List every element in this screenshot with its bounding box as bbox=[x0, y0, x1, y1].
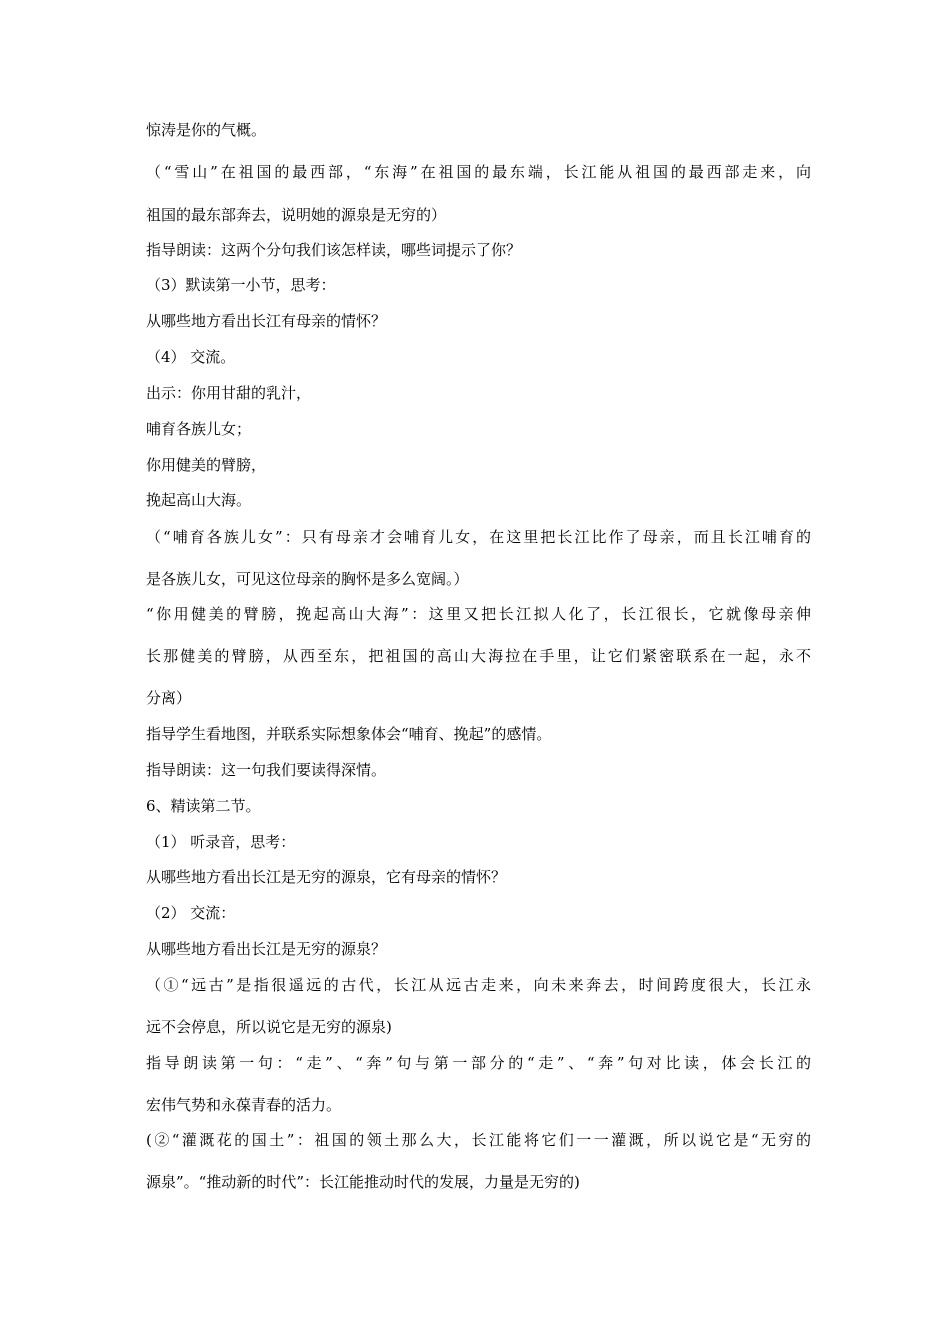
text-line: （①“远古”是指很遥远的古代，长江从远古走来，向未来奔去，时间跨度很大，长江永 bbox=[146, 976, 811, 994]
text-line: 6、精读第二节。 bbox=[146, 797, 261, 815]
text-line: （“雪山”在祖国的最西部，“东海”在祖国的最东端，长江能从祖国的最西部走来，向 bbox=[146, 163, 811, 181]
text-line: （4） 交流。 bbox=[146, 348, 236, 366]
text-line: 分离） bbox=[146, 689, 192, 707]
text-line: “你用健美的臂膀，挽起高山大海”：这里又把长江拟人化了，长江很长，它就像母亲伸 bbox=[146, 605, 811, 623]
text-line: 出示：你用甘甜的乳汁， bbox=[146, 384, 312, 402]
text-line: （2） 交流： bbox=[146, 904, 236, 922]
text-line: 从哪些地方看出长江是无穷的源泉，它有母亲的情怀？ bbox=[146, 868, 507, 886]
text-line: (②“灌溉花的国土”：祖国的领土那么大，长江能将它们一一灌溉，所以说它是“无穷的 bbox=[146, 1131, 811, 1149]
text-line: 指导朗读：这两个分句我们该怎样读，哪些词提示了你？ bbox=[146, 241, 522, 259]
text-line: （1） 听录音，思考： bbox=[146, 833, 296, 851]
text-line: 你用健美的臂膀， bbox=[146, 456, 267, 474]
text-line: 惊涛是你的气概。 bbox=[146, 121, 267, 139]
text-line: 从哪些地方看出长江是无穷的源泉？ bbox=[146, 940, 387, 958]
text-line: 挽起高山大海。 bbox=[146, 491, 252, 509]
text-line: （3）默读第一小节，思考： bbox=[146, 276, 336, 294]
text-line: 是各族儿女，可见这位母亲的胸怀是多么宽阔。） bbox=[146, 570, 469, 588]
text-line: 宏伟气势和永葆青春的活力。 bbox=[146, 1096, 342, 1114]
text-line: 指导朗读：这一句我们要读得深情。 bbox=[146, 761, 387, 779]
text-line: 指导朗读第一句：“走”、“奔”句与第一部分的“走”、“奔”句对比读，体会长江的 bbox=[146, 1054, 811, 1072]
text-line: （“哺育各族儿女”：只有母亲才会哺育儿女，在这里把长江比作了母亲，而且长江哺育的 bbox=[146, 528, 811, 546]
text-line: 指导学生看地图，并联系实际想象体会“哺育、挽起”的感情。 bbox=[146, 725, 552, 743]
text-line: 长那健美的臂膀，从西至东，把祖国的高山大海拉在手里，让它们紧密联系在一起，永不 bbox=[146, 647, 811, 665]
text-line: 哺育各族儿女； bbox=[146, 420, 252, 438]
text-line: 从哪些地方看出长江有母亲的情怀？ bbox=[146, 312, 387, 330]
text-line: 源泉”。“推动新的时代”：长江能推动时代的发展，力量是无穷的) bbox=[146, 1173, 580, 1191]
text-line: 祖国的最东部奔去，说明她的源泉是无穷的） bbox=[146, 206, 447, 224]
text-line: 远不会停息，所以说它是无穷的源泉) bbox=[146, 1018, 392, 1036]
